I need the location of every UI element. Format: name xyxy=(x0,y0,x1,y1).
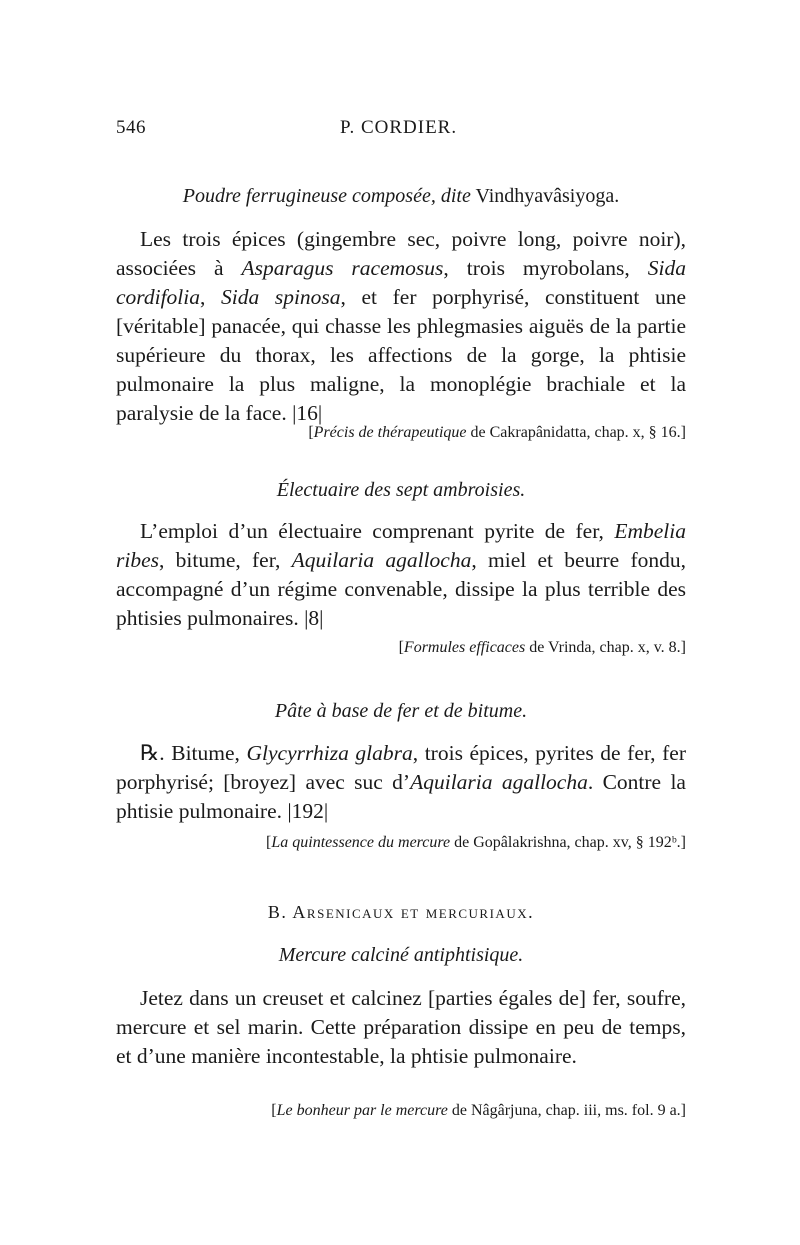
recipe-body-3 xyxy=(116,739,686,826)
recipe-body-2 xyxy=(116,517,686,633)
species-name: Aquilaria agallocha xyxy=(291,548,472,572)
recipe-title-1-italic: Poudre ferrugineuse composée, dite xyxy=(182,185,471,207)
species-name: Glycyrrhiza glabra xyxy=(246,741,413,765)
recipe-body-1 xyxy=(116,225,686,428)
recipe-title-2-italic: Électuaire des sept ambroisies. xyxy=(276,479,526,501)
text-run: . Contre la phtisie pulmonaire. |192| xyxy=(116,770,686,823)
species-name: Asparagus racemosus xyxy=(241,256,444,280)
citation-title: Précis de thérapeutique xyxy=(313,424,467,441)
species-name: Embelia ribes xyxy=(116,519,686,572)
citation-4 xyxy=(116,1100,686,1122)
text-run: , miel et beurre fondu, accompagné d’un régime convenable, dissipe la plus terrible des phtisies pulmonaires. |8| xyxy=(116,548,686,630)
bracket: [ xyxy=(398,639,404,656)
text-run: , xyxy=(200,285,221,309)
recipe-title-1 xyxy=(116,185,686,208)
text-run: , trois épices, pyrites de fer, fer porphyrisé; [broyez] avec suc d’ xyxy=(116,741,686,794)
citation-rest: de Gopâlakrishna, chap. xv, § 192ᵇ.] xyxy=(450,834,686,851)
citation-3 xyxy=(116,832,686,854)
text-run: Les trois épices (gingembre sec, poivre long, poivre noir), associées à xyxy=(116,227,686,280)
text-run: , bitume, fer, xyxy=(159,548,292,572)
text-run: , trois myrobolans, xyxy=(443,256,648,280)
recipe-title-2 xyxy=(116,479,686,502)
citation-rest: de Vrinda, chap. x, v. 8.] xyxy=(525,639,686,656)
species-name: Sida spinosa xyxy=(221,285,341,309)
bracket: [ xyxy=(271,1102,277,1119)
recipe-title-1-roman: Vindhyavâsiyoga. xyxy=(475,185,620,207)
running-head-author: P. CORDIER. xyxy=(340,117,458,138)
citation-rest: de Cakrapânidatta, chap. x, § 16.] xyxy=(466,424,686,441)
bracket: [ xyxy=(308,424,314,441)
citation-rest: de Nâgârjuna, chap. iii, ms. fol. 9 a.] xyxy=(447,1102,686,1119)
page-number: 546 xyxy=(116,117,146,138)
recipe-body-4: Jetez dans un creuset et calcinez [parties égales de] fer, soufre, mercure et sel marin. Cette préparation dissipe en peu de temps, et d’une manière incontestable, la phtisie pulmonaire. xyxy=(116,986,686,1068)
citation-2 xyxy=(116,637,686,659)
citation-title: Formules efficaces xyxy=(403,639,526,656)
text-run: , et fer porphyrisé, constituent une [véritable] panacée, qui chasse les phlegmasies aiguës de la partie supérieure du thorax, les affections de la gorge, la phtisie pulmonaire la plus maligne, la monoplégie brachiale et la paralysie de la face. |16| xyxy=(116,285,686,425)
text-run: ℞. Bitume, xyxy=(140,741,247,765)
species-name: Sida cordifolia xyxy=(116,256,686,309)
species-name: Aquilaria agallocha xyxy=(410,770,588,794)
citation-title: Le bonheur par le mercure xyxy=(276,1102,448,1119)
recipe-title-4 xyxy=(116,944,686,967)
text-run: L’emploi d’un électuaire comprenant pyrite de fer, xyxy=(140,519,615,543)
recipe-title-3-italic: Pâte à base de fer et de bitume. xyxy=(274,700,528,722)
citation-title: La quintessence du mercure xyxy=(271,834,451,851)
recipe-title-4-italic: Mercure calciné antiphtisique. xyxy=(278,944,524,966)
recipe-title-3 xyxy=(116,700,686,723)
citation-1 xyxy=(116,422,686,444)
bracket: [ xyxy=(266,834,272,851)
part-b-heading: B. Arsenicaux et mercuriaux. xyxy=(267,902,535,922)
